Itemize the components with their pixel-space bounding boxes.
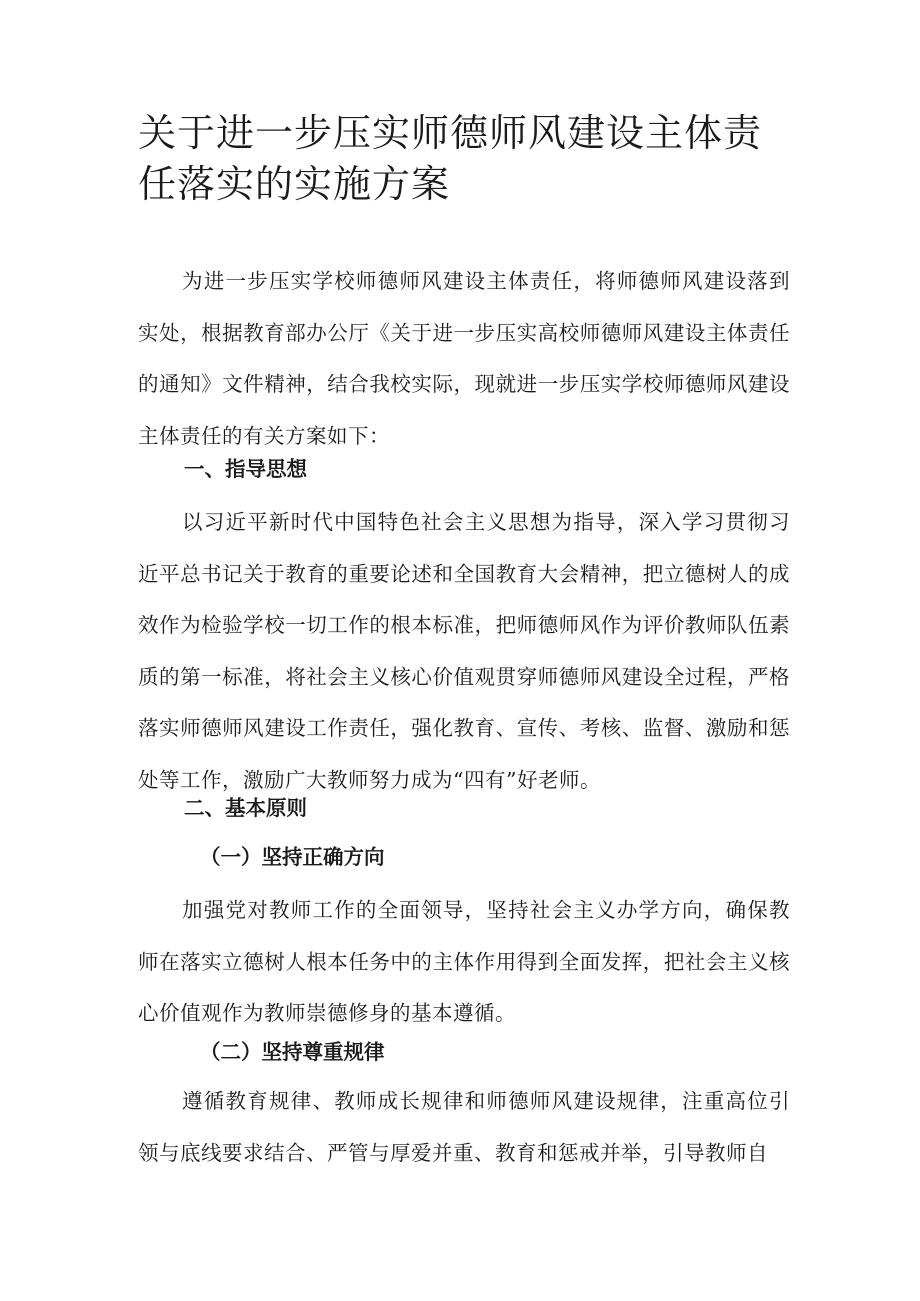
respect-rules-paragraph: 遵循教育规律、教师成长规律和师德师风建设规律，注重高位引领与底线要求结合、严管与厚爱并重、教育和惩戒并举，引导教师自 xyxy=(138,1089,790,1165)
document-title: 关于进一步压实师德师风建设主体责任落实的实施方案 xyxy=(138,111,763,206)
intro-paragraph: 为进一步压实学校师德师风建设主体责任，将师德师风建设落到实处，根据教育部办公厅《关于进一步压实高校师德师风建设主体责任的通知》文件精神，结合我校实际，现就进一步压实学校师德师风建设主体责任的有关方案如下： xyxy=(138,269,790,448)
correct-direction-paragraph: 加强党对教师工作的全面领导，坚持社会主义办学方向，确保教师在落实立德树人根本任务中的主体作用得到全面发挥，把社会主义核心价值观作为教师崇德修身的基本遵循。 xyxy=(138,898,790,1025)
section-heading-guiding-ideology: 一、指导思想 xyxy=(184,457,307,481)
section-heading-basic-principles: 二、基本原则 xyxy=(184,796,307,820)
subheading-respect-rules: （二）坚持尊重规律 xyxy=(200,1040,385,1064)
subheading-correct-direction: （一）坚持正确方向 xyxy=(200,845,385,869)
guiding-ideology-paragraph: 以习近平新时代中国特色社会主义思想为指导，深入学习贯彻习近平总书记关于教育的重要论述和全国教育大会精神，把立德树人的成效作为检验学校一切工作的根本标准，把师德师风作为评价教师队伍素质的第一标准，将社会主义核心价值观贯穿师德师风建设全过程，严格落实师德师风建设工作责任，强化教育、宣传、考核、监督、激励和惩处等工作，激励广大教师努力成为“四有”好老师。 xyxy=(138,510,790,792)
